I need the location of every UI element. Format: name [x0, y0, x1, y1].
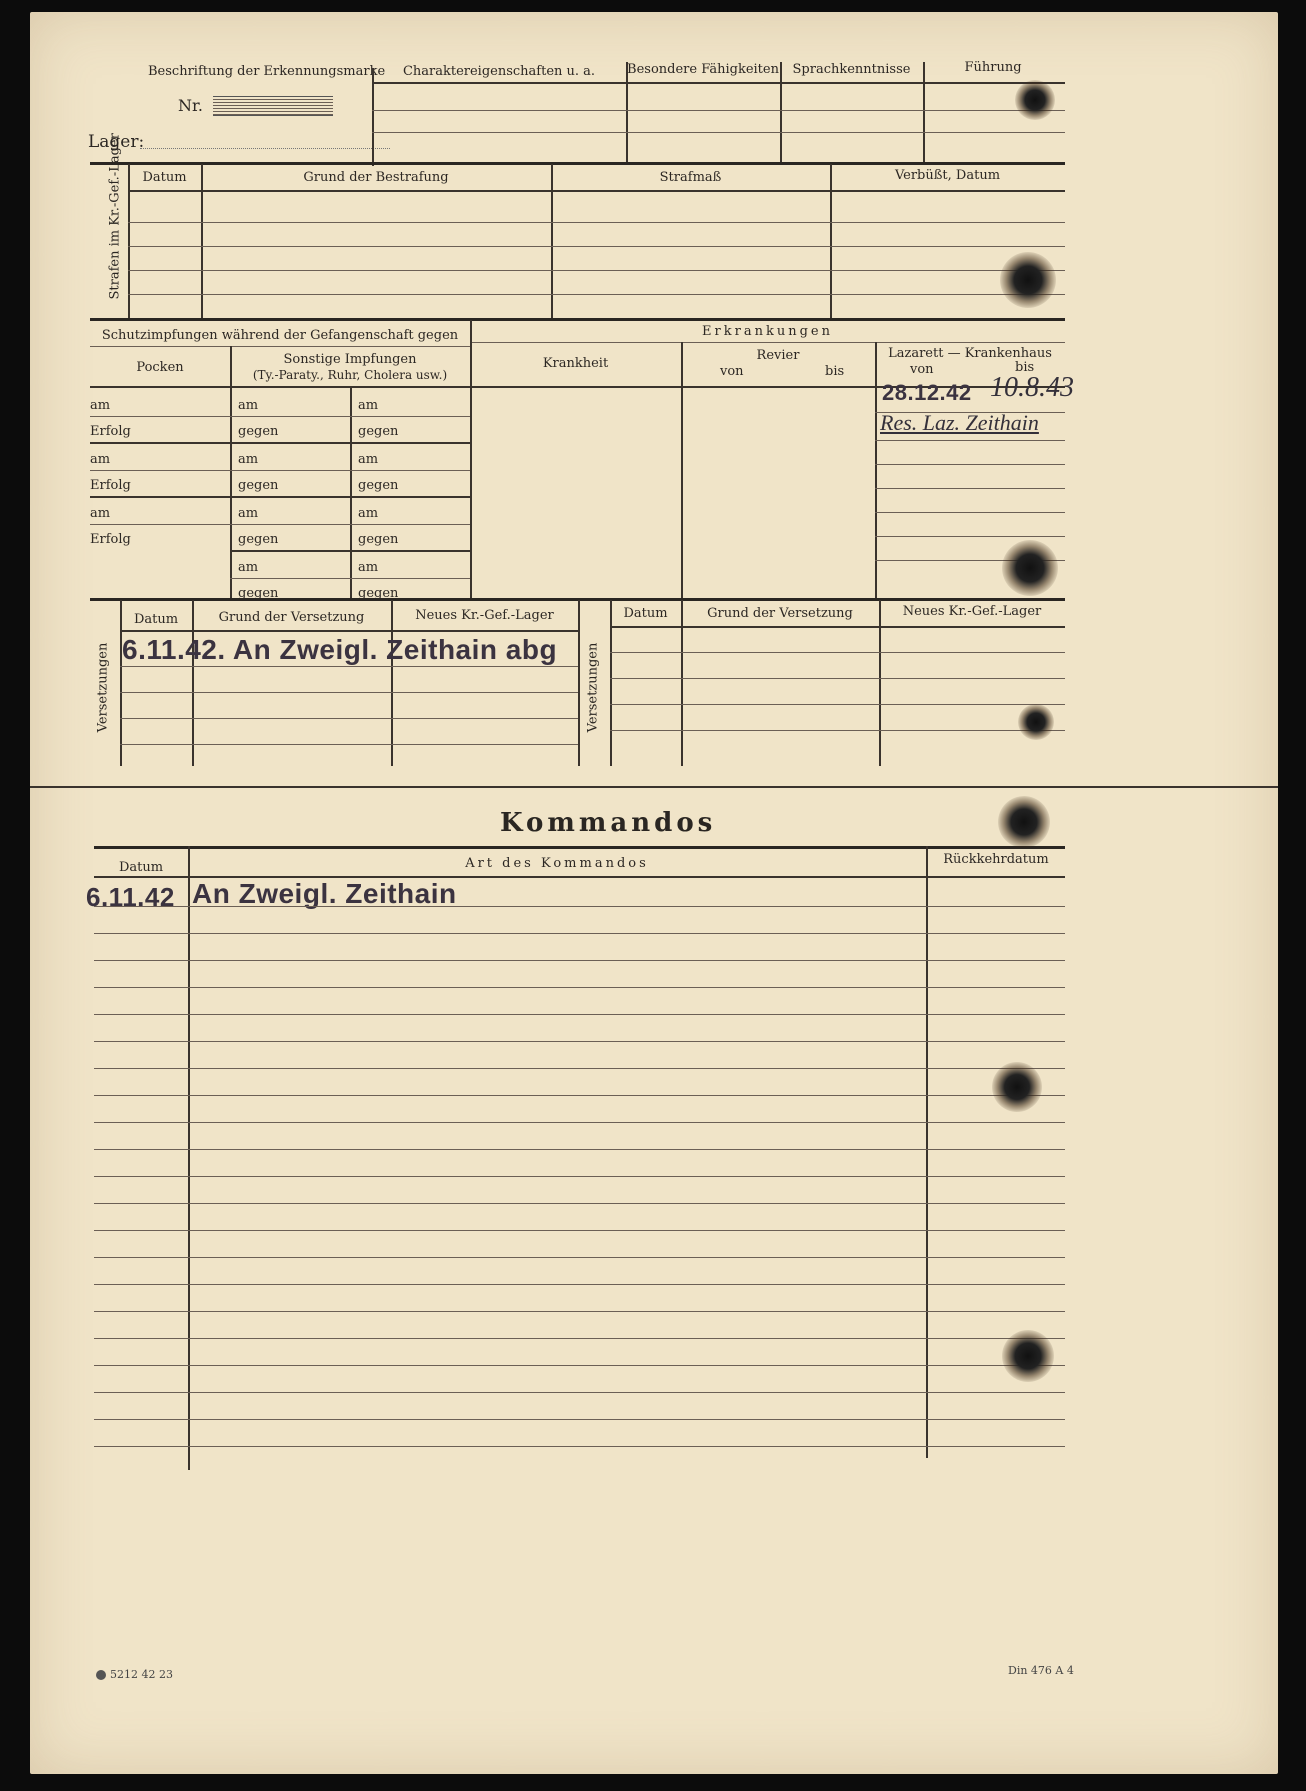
impf-col-sonstige-sub: (Ty.-Paraty., Ruhr, Cholera usw.)	[252, 368, 448, 382]
strafen-col-datum: Datum	[142, 170, 187, 185]
divider	[230, 346, 232, 600]
divider	[201, 164, 203, 320]
divider	[780, 62, 782, 162]
circle-logo-icon	[96, 1670, 106, 1680]
divider	[830, 164, 832, 320]
rule	[120, 666, 578, 667]
vers-col-grund-2: Grund der Versetzung	[707, 606, 853, 621]
kommando-col-datum: Datum	[118, 860, 164, 875]
rule	[94, 1068, 1065, 1069]
impf-gegen: gegen	[238, 424, 279, 439]
vers-col-datum-2: Datum	[623, 606, 668, 621]
rule	[875, 512, 1065, 513]
impf-am: am	[238, 398, 259, 413]
erk-revier-bis: bis	[825, 364, 845, 379]
col-faehigkeiten: Besondere Fähigkeiten	[627, 62, 779, 77]
impf-col-sonstige: Sonstige Impfungen	[283, 352, 417, 367]
kommando-datum-stamp: 6.11.42	[86, 882, 175, 912]
rule	[90, 442, 470, 444]
kommandos-title: Kommandos	[500, 808, 717, 838]
col-fuehrung: Führung	[964, 60, 1022, 75]
rule	[610, 652, 1065, 653]
impf-am: am	[238, 560, 259, 575]
rule	[372, 110, 1065, 111]
rule	[230, 550, 470, 552]
impf-am: am	[358, 560, 379, 575]
lazarett-bis-handwritten: 10.8.43	[990, 372, 1074, 403]
rule	[875, 440, 1065, 441]
divider	[391, 600, 393, 766]
rule	[94, 1149, 1065, 1150]
erkennungsmarke-label: Beschriftung der Erkennungsmarke	[148, 64, 386, 79]
impf-erfolg: Erfolg	[90, 478, 131, 493]
col-sprachen: Sprachkenntnisse	[792, 62, 911, 77]
nr-label: Nr.	[178, 96, 203, 115]
impf-erfolg: Erfolg	[90, 424, 131, 439]
impf-gegen: gegen	[238, 532, 279, 547]
erk-laz-von: von	[910, 362, 934, 377]
erk-laz-bis: bis	[1015, 360, 1035, 375]
rule	[128, 270, 1065, 271]
footer-print-code	[96, 1668, 173, 1681]
rule	[94, 1365, 1065, 1366]
strafen-col-verbuesst: Verbüßt, Datum	[894, 168, 1001, 183]
rule	[90, 416, 470, 417]
rule	[610, 704, 1065, 705]
punch-hole	[1002, 540, 1058, 596]
rule	[90, 346, 470, 347]
impf-am: am	[358, 398, 379, 413]
divider	[626, 62, 628, 162]
rule	[610, 678, 1065, 679]
rule	[610, 730, 1065, 731]
rule	[470, 342, 1065, 343]
col-charakter: Charaktereigenschaften u. a.	[402, 64, 596, 79]
rule	[90, 318, 1065, 321]
rule	[120, 630, 578, 632]
rule	[94, 960, 1065, 961]
versetzungen-side-label-left: Versetzungen	[95, 642, 111, 733]
rule	[128, 246, 1065, 247]
impfungen-header: Schutzimpfungen während der Gefangenschaft gegen	[101, 328, 459, 343]
footer-din: Din 476 A 4	[1008, 1664, 1074, 1677]
rule	[90, 524, 470, 525]
rule	[90, 162, 1065, 165]
divider	[188, 846, 190, 1470]
rule	[120, 692, 578, 693]
erk-col-revier: Revier	[756, 348, 800, 363]
nr-field	[213, 96, 333, 116]
divider	[681, 342, 683, 600]
kommando-col-rueckkehr: Rückkehrdatum	[943, 852, 1049, 867]
impf-am: am	[90, 506, 111, 521]
erkrankungen-header: Erkrankungen	[702, 324, 833, 339]
form-sheet	[30, 12, 1278, 1774]
divider	[879, 600, 881, 766]
rule	[120, 718, 578, 719]
rule	[875, 488, 1065, 489]
impf-gegen: gegen	[358, 586, 399, 601]
rule	[230, 578, 470, 579]
erk-col-krankheit: Krankheit	[542, 356, 609, 371]
versetzung-stamp: 6.11.42. An Zweigl. Zeithain abg	[122, 634, 558, 665]
strafen-col-grund: Grund der Bestrafung	[303, 170, 449, 185]
impf-am: am	[358, 452, 379, 467]
vers-col-datum: Datum	[133, 612, 179, 627]
rule	[94, 1230, 1065, 1231]
impf-erfolg: Erfolg	[90, 532, 131, 547]
rule	[128, 190, 1065, 192]
divider	[350, 386, 352, 600]
kommando-art-stamp: An Zweigl. Zeithain	[192, 878, 457, 909]
rule	[94, 906, 1065, 907]
rule	[94, 1446, 1065, 1447]
punch-hole	[998, 796, 1050, 848]
kommando-col-art: Art des Kommandos	[465, 856, 649, 871]
rule	[94, 1419, 1065, 1420]
divider	[923, 62, 925, 162]
lazarett-ort-handwritten: Res. Laz. Zeithain	[880, 410, 1039, 435]
impf-am: am	[238, 452, 259, 467]
vers-col-grund: Grund der Versetzung	[218, 610, 365, 625]
vers-col-lager: Neues Kr.-Gef.-Lager	[415, 608, 554, 623]
rule	[94, 1203, 1065, 1204]
rule	[94, 1257, 1065, 1258]
rule	[372, 82, 1065, 84]
rule	[94, 987, 1065, 988]
rule	[94, 933, 1065, 934]
strafen-col-strafmass: Strafmaß	[659, 170, 722, 185]
rule	[875, 536, 1065, 537]
punch-hole	[992, 1062, 1042, 1112]
punch-hole	[1000, 252, 1056, 308]
impf-gegen: gegen	[238, 478, 279, 493]
impf-am: am	[90, 452, 111, 467]
rule	[94, 1311, 1065, 1312]
rule	[128, 294, 1065, 295]
impf-am: am	[358, 506, 379, 521]
strafen-side-label: Strafen im Kr.-Gef.-Lager	[107, 133, 123, 300]
rule	[610, 626, 1065, 628]
rule	[94, 1122, 1065, 1123]
impf-gegen: gegen	[238, 586, 279, 601]
rule	[94, 1392, 1065, 1393]
impf-am: am	[90, 398, 111, 413]
divider	[681, 600, 683, 766]
punch-hole	[1018, 704, 1054, 740]
rule	[94, 1095, 1065, 1096]
punch-hole	[1015, 80, 1055, 120]
divider	[578, 600, 580, 766]
erk-revier-von: von	[720, 364, 744, 379]
erk-col-lazarett: Lazarett — Krankenhaus	[888, 346, 1052, 361]
impf-gegen: gegen	[358, 424, 399, 439]
impf-gegen: gegen	[358, 532, 399, 547]
rule	[94, 1284, 1065, 1285]
impf-col-pocken: Pocken	[136, 360, 184, 375]
rule	[94, 1338, 1065, 1339]
rule	[372, 132, 1065, 133]
fold-line	[30, 786, 1278, 788]
rule	[94, 1176, 1065, 1177]
divider	[610, 600, 612, 766]
impf-gegen: gegen	[358, 478, 399, 493]
versetzungen-side-label-right: Versetzungen	[585, 642, 601, 733]
punch-hole	[1002, 1330, 1054, 1382]
lazarett-von-stamp: 28.12.42	[882, 380, 972, 405]
divider	[926, 846, 928, 1458]
lager-label: Lager:	[88, 132, 145, 152]
impf-am: am	[238, 506, 259, 521]
vers-col-lager-2: Neues Kr.-Gef.-Lager	[902, 604, 1042, 619]
rule	[90, 496, 470, 498]
rule	[94, 846, 1065, 849]
rule	[94, 1014, 1065, 1015]
lager-field	[140, 148, 390, 149]
rule	[94, 1041, 1065, 1042]
footer-left-text: 5212 42 23	[110, 1668, 173, 1681]
divider	[128, 164, 130, 320]
divider	[551, 164, 553, 320]
rule	[120, 744, 578, 745]
rule	[128, 222, 1065, 223]
rule	[90, 470, 470, 471]
divider	[875, 342, 877, 600]
rule	[875, 464, 1065, 465]
